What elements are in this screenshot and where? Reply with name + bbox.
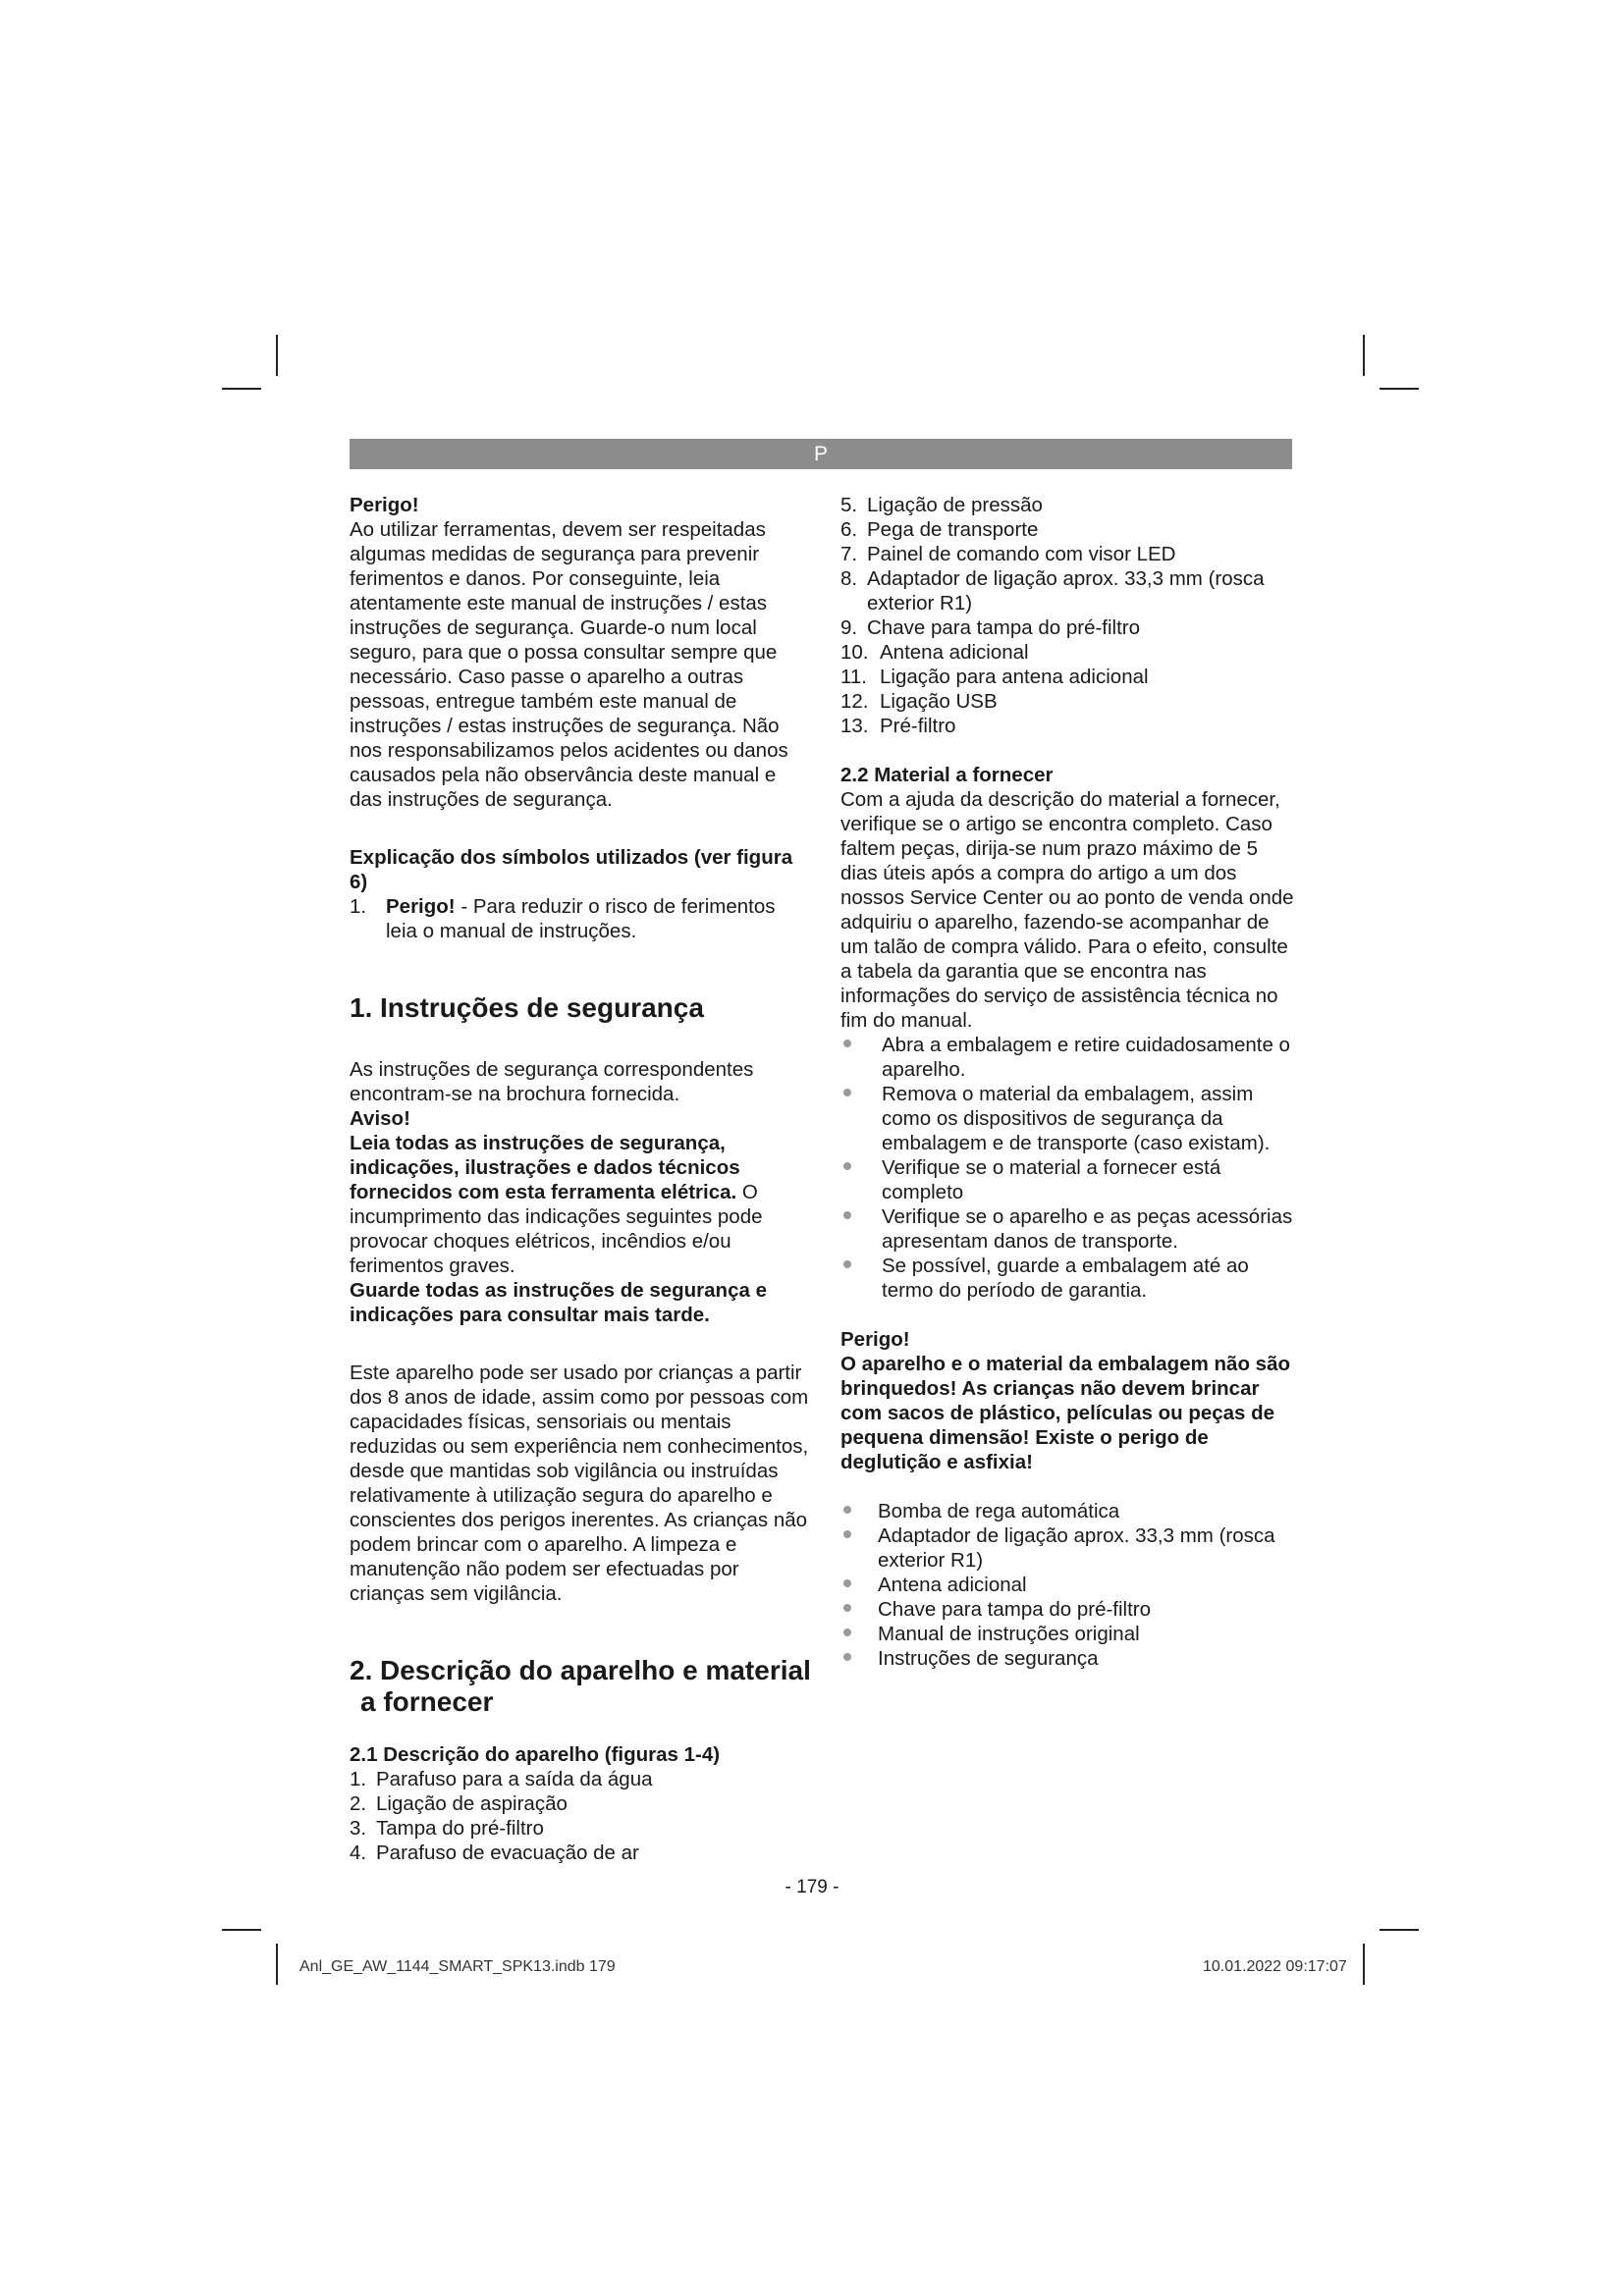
page-number: - 179 - — [785, 1877, 839, 1897]
list-item: Instruções de segurança — [840, 1646, 1300, 1671]
parts-list-c — [840, 640, 1300, 738]
keep-instructions: Guarde todas as instruções de segurança e indicações para consultar mais tarde. — [350, 1279, 767, 1326]
list-item: 8. Adaptador de ligação aprox. 33,3 mm (rosca exterior R1) — [840, 567, 1265, 614]
danger2-text: O aparelho e o material da embalagem não são brinquedos! As crianças não devem brincar com sacos de plástico, películas ou peças de pequena dimensão! Existe o perigo de deglutição e asfixia! — [840, 1353, 1290, 1473]
bullet-icon — [843, 1162, 851, 1170]
list-item: 2. Ligação de aspiração — [350, 1792, 568, 1815]
bullet-icon — [843, 1530, 851, 1538]
bullet-icon — [843, 1211, 851, 1219]
list-item: Adaptador de ligação aprox. 33,3 mm (rosca exterior R1) — [840, 1523, 1300, 1573]
list-item: 1. Parafuso para a saída da água — [350, 1768, 653, 1790]
warning-bold: Leia todas as instruções de segurança, indicações, ilustrações e dados técnicos fornecidos com esta ferramenta elétrica. — [350, 1132, 740, 1203]
crop-mark — [276, 1944, 278, 1985]
danger-text: Ao utilizar ferramentas, devem ser respeitadas algumas medidas de segurança para prevenir ferimentos e danos. Por conseguinte, leia atentamente este manual de instruções / estas instruções de segurança. Guarde-o num local seguro, para que o possa consultar sempre que necessário. Caso passe o aparelho a outras pessoas, entregue também este manual de instruções / estas instruções de segurança. Não nos responsabilizamos pelos acidentes ou danos causados pela não observância deste manual e das instruções de segurança. — [350, 518, 788, 811]
danger2-title: Perigo! — [840, 1328, 910, 1351]
bullet-icon — [843, 1579, 851, 1587]
section-1-title: Instruções de segurança — [380, 992, 704, 1023]
file-info: Anl_GE_AW_1144_SMART_SPK13.indb 179 — [299, 1958, 616, 1975]
supply-text: Com a ajuda da descrição do material a fornecer, verifique se o artigo se encontra completo. Caso faltem peças, dirija-se num prazo máximo de 5 dias úteis após a compra do artigo a um dos nossos Service Center ou ao ponto de venda onde adquiriu o aparelho, fazendo-se acompanhar de um talão de compra válido. Para o efeito, consulte a tabela da garantia que se encontra nas informações do serviço de assistência técnica no fim do manual. — [840, 788, 1294, 1032]
crop-mark — [1380, 388, 1419, 390]
list-item: Bomba de rega automática — [840, 1499, 1300, 1523]
list-item: Chave para tampa do pré-filtro — [840, 1597, 1300, 1622]
list-item: Verifique se o material a fornecer está completo — [840, 1155, 1300, 1204]
section-1-number: 1. — [350, 992, 373, 1023]
left-column — [350, 493, 811, 1865]
symbols-item-number: 1. — [350, 895, 367, 918]
list-item: 6. Pega de transporte — [840, 518, 1039, 541]
list-item: 3. Tampa do pré-filtro — [350, 1817, 544, 1840]
bullet-icon — [843, 1089, 851, 1096]
list-item: 4. Parafuso de evacuação de ar — [350, 1842, 639, 1864]
crop-mark — [222, 1929, 261, 1931]
crop-mark — [1363, 1944, 1365, 1985]
print-timestamp: 10.01.2022 09:17:07 — [1203, 1958, 1347, 1975]
warning-paragraph — [350, 1131, 811, 1278]
section-2-number: 2. — [350, 1655, 373, 1685]
subsection-2-1-title: 2.1 Descrição do aparelho (figuras 1-4) — [350, 1743, 721, 1766]
warning-text: O incumprimento das indicações seguintes pode provocar choques elétricos, incêndios e/ou ferimentos graves. — [350, 1181, 763, 1277]
bullet-icon — [843, 1604, 851, 1612]
list-item: Remova o material da embalagem, assim como os dispositivos de segurança da embalagem e de transporte (caso existam). — [840, 1082, 1300, 1155]
list-item: 11. Ligação para antena adicional — [840, 666, 1149, 688]
bullet-icon — [843, 1629, 851, 1636]
list-item: 13. Pré-filtro — [840, 715, 956, 737]
bullet-icon — [843, 1260, 851, 1268]
bullet-icon — [843, 1653, 851, 1661]
list-item: 5. Ligação de pressão — [840, 494, 1043, 516]
symbols-title: Explicação dos símbolos utilizados (ver figura 6) — [350, 846, 793, 893]
crop-mark — [1380, 1929, 1419, 1931]
symbols-item-bold: Perigo! — [386, 895, 456, 918]
section-2-title-line1: Descrição do aparelho e material — [380, 1655, 811, 1685]
symbols-item — [350, 894, 811, 943]
list-item: Antena adicional — [840, 1573, 1300, 1597]
list-item: 12. Ligação USB — [840, 690, 998, 713]
section-1-heading — [350, 992, 811, 1024]
crop-mark — [276, 335, 278, 376]
list-item: Manual de instruções original — [840, 1622, 1300, 1646]
bullet-icon — [843, 1506, 851, 1514]
parts-list-b — [840, 493, 1300, 640]
symbols-item-text: - Para reduzir o risco de ferimentos leia o manual de instruções. — [386, 895, 776, 942]
list-item: Abra a embalagem e retire cuidadosamente o aparelho. — [840, 1033, 1300, 1082]
list-item: 7. Painel de comando com visor LED — [840, 543, 1176, 565]
list-item: 9. Chave para tampa do pré-filtro — [840, 616, 1141, 639]
crop-mark — [1363, 335, 1365, 376]
subsection-2-2-title: 2.2 Material a fornecer — [840, 764, 1054, 786]
safety-intro: As instruções de segurança correspondentes encontram-se na brochura fornecida. — [350, 1058, 754, 1105]
list-item: Se possível, guarde a embalagem até ao termo do período de garantia. — [840, 1254, 1300, 1303]
contents-list — [840, 1499, 1300, 1671]
crop-mark — [222, 388, 261, 390]
children-text: Este aparelho pode ser usado por crianças a partir dos 8 anos de idade, assim como por pessoas com capacidades físicas, sensoriais ou mentais reduzidas ou sem experiência nem conhecimentos, desde que mantidas sob vigilância ou instruídas relativamente à utilização segura do aparelho e conscientes dos perigos inerentes. As crianças não podem brincar com o aparelho. A limpeza e manutenção não podem ser efectuadas por crianças sem vigilância. — [350, 1362, 809, 1605]
language-header-bar: P — [350, 439, 1292, 469]
section-2-title-line2: a fornecer — [360, 1686, 494, 1717]
danger-title: Perigo! — [350, 494, 419, 516]
bullet-icon — [843, 1040, 851, 1047]
parts-list-a — [350, 1767, 811, 1865]
list-item: Verifique se o aparelho e as peças acessórias apresentam danos de transporte. — [840, 1204, 1300, 1254]
list-item: 10. Antena adicional — [840, 641, 1029, 664]
warning-title: Aviso! — [350, 1107, 410, 1130]
right-column — [840, 493, 1300, 1671]
section-2-heading — [350, 1655, 811, 1718]
supply-steps-list — [840, 1033, 1300, 1303]
